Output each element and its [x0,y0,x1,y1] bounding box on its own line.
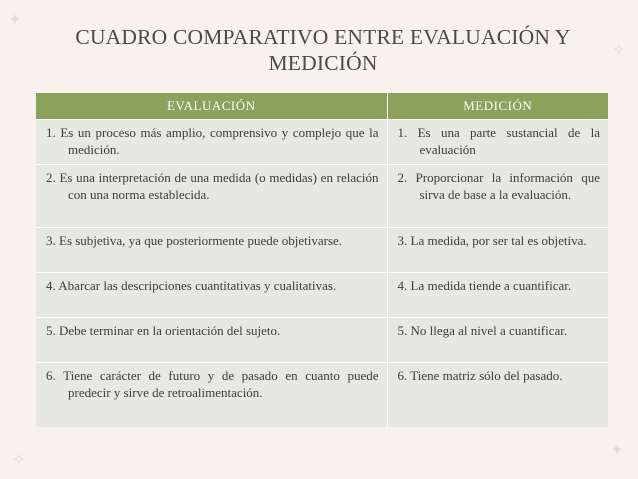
cell-medicion [387,120,608,165]
table-header-row [36,93,608,120]
header-evaluacion: EVALUACIÓN [36,93,387,120]
cell-medicion [387,165,608,228]
table-row [36,318,608,363]
cell-evaluacion [36,273,387,318]
cell-evaluacion [36,363,387,427]
cell-evaluacion [36,228,387,273]
cell-medicion [387,363,608,427]
cell-text: 4. La medida tiende a cuantificar. [397,278,572,293]
cell-text: 6. Tiene matriz sólo del pasado. [397,368,563,383]
table-row [36,120,608,165]
table-row [36,273,608,318]
cell-text: 1. Es un proceso más amplio, comprensivo y complejo que la medición. [46,125,379,157]
table-row [36,228,608,273]
decorative-sparkle-icon: ✦ [8,10,22,29]
cell-evaluacion [36,165,387,228]
table-row [36,165,608,228]
cell-text: 5. No llega al nivel a cuantificar. [397,323,568,338]
cell-text: 3. La medida, por ser tal es objetiva. [397,233,587,248]
cell-text: 1. Es una parte sustancial de la evaluación [397,125,600,157]
page-title: CUADRO COMPARATIVO ENTRE EVALUACIÓN Y MEDICIÓN [75,25,571,75]
cell-text: 3. Es subjetiva, ya que posteriormente puede objetivarse. [46,233,343,248]
decorative-sparkle-icon: ✧ [612,40,626,59]
cell-text: 4. Abarcar las descripciones cuantitativas y cualitativas. [46,278,337,293]
cell-medicion [387,318,608,363]
cell-medicion [387,273,608,318]
table-row [36,363,608,427]
cell-text: 6. Tiene carácter de futuro y de pasado en cuanto puede predecir y sirve de retroalimentación. [46,368,379,400]
cell-text: 2. Proporcionar la información que sirva de base a la evaluación. [397,170,600,202]
cell-text: 5. Debe terminar en la orientación del sujeto. [46,323,281,338]
cell-medicion [387,228,608,273]
decorative-sparkle-icon: ✧ [12,450,26,469]
decorative-sparkle-icon: ✦ [610,440,624,459]
comparison-table [36,93,608,427]
cell-evaluacion [36,318,387,363]
cell-evaluacion [36,120,387,165]
header-medicion: MEDICIÓN [387,93,608,120]
cell-text: 2. Es una interpretación de una medida (o medidas) en relación con una norma establecida. [46,170,379,202]
